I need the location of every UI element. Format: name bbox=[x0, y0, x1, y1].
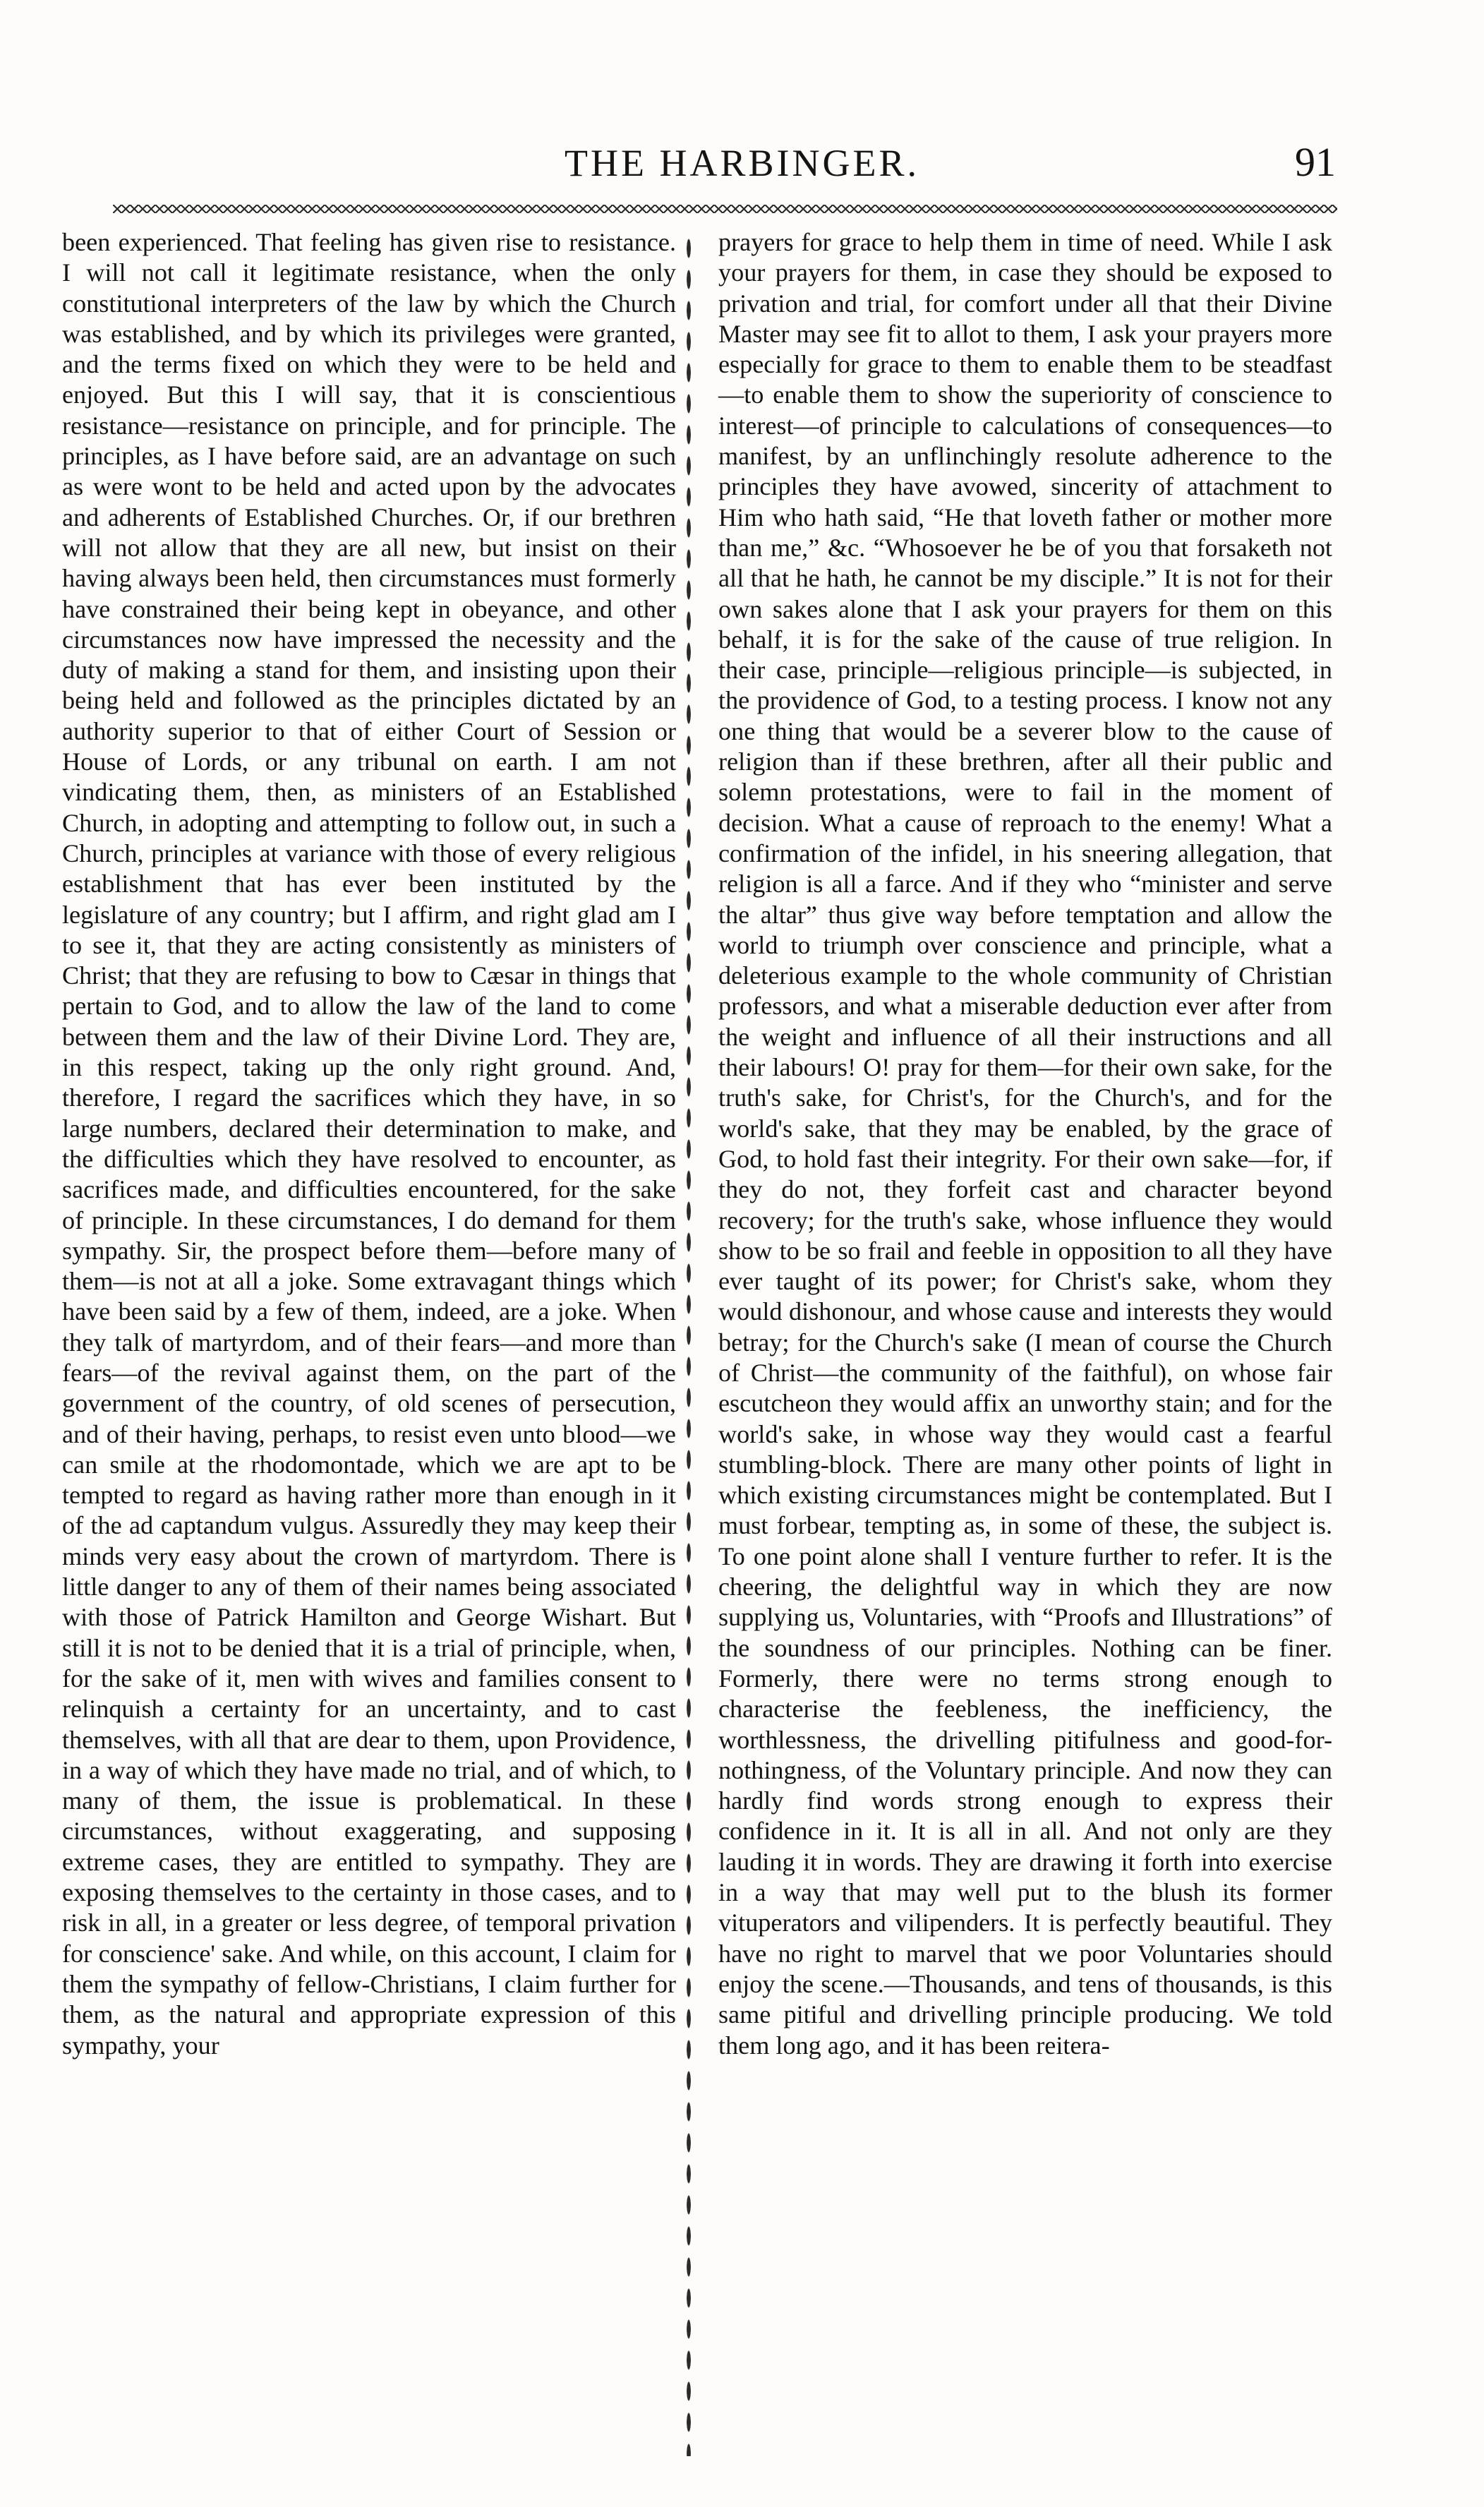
left-column bbox=[62, 227, 676, 2465]
page-number: 91 bbox=[1295, 139, 1336, 185]
running-title: THE HARBINGER. bbox=[565, 142, 919, 184]
left-column-text: been experienced. That feeling has given rise to resistance. I will not call it legitimate resistance, when the only constitutional interpreters of the law by which the Church was established, and by which its privileges were granted, and the terms fixed on which they were to be held and enjoyed. But this I will say, that it is conscientious resistance—resistance on principle, and for principle. The principles, as I have before said, are an advantage on such as were wont to be held and acted upon by the advocates and adherents of Established Churches. Or, if our brethren will not allow that they are all new, but insist on their having always been held, then circumstances must formerly have constrained their being kept in obeyance, and other circumstances now have impressed the necessity and the duty of making a stand for them, and insisting upon their being held and followed as the principles dictated by an authority superior to that of either Court of Session or House of Lords, or any tribunal on earth. I am not vindicating them, then, as ministers of an Established Church, in adopting and attempting to follow out, in such a Church, principles at variance with those of every religious establishment that has ever been instituted by the legislature of any country; but I affirm, and right glad am I to see it, that they are acting consistently as ministers of Christ; that they are refusing to bow to Cæsar in things that pertain to God, and to allow the law of the land to come between them and the law of their Divine Lord. They are, in this respect, taking up the only right ground. And, therefore, I regard the sacrifices which they have, in so large numbers, declared their determination to make, and the difficulties which they have resolved to encounter, as sacrifices made, and difficulties encountered, for the sake of principle. In these circumstances, I do demand for them sympathy. Sir, the prospect before them—before many of them—is not at all a joke. Some extravagant things which have been said by a few of them, indeed, are a joke. When they talk of martyrdom, and of their fears—and more than fears—of the revival against them, on the part of the government of the country, of old scenes of persecution, and of their having, perhaps, to resist even unto blood—we can smile at the rhodomontade, which we are apt to be tempted to regard as having rather more than enough in it of the ad captandum vulgus. Assuredly they may keep their minds very easy about the crown of martyrdom. There is little danger to any of them of their names being associated with those of Patrick Hamilton and George Wishart. But still it is not to be denied that it is a trial of principle, when, for the sake of it, men with wives and families consent to relinquish a certainty for an uncertainty, and to cast themselves, with all that are dear to them, upon Providence, in a way of which they have made no trial, and of which, to many of them, the issue is problematical. In these circumstances, without exaggerating, and supposing extreme cases, they are entitled to sympathy. They are exposing themselves to the certainty in those cases, and to risk in all, in a greater or less degree, of temporal privation for conscience' sake. And while, on this account, I claim for them the sympathy of fellow-Christians, I claim further for them, as the natural and appropriate expression of this sympathy, your bbox=[62, 228, 676, 2060]
header-wavy-rule bbox=[113, 205, 1337, 213]
column-divider bbox=[680, 233, 697, 2456]
page-header bbox=[0, 138, 1484, 195]
right-column-text: prayers for grace to help them in time of need. While I ask your prayers for them, in case they should be exposed to privation and trial, for comfort under all that their Divine Master may see fit to allot to them, I ask your prayers more especially for grace to them to enable them to be steadfast—to enable them to show the superiority of conscience to interest—of principle to calculations of consequences—to manifest, by an unflinchingly resolute adherence to the principles they have avowed, sincerity of attachment to Him who hath said, “He that loveth father or mother more than me,” &c. “Whosoever he be of you that forsaketh not all that he hath, he cannot be my disciple.” It is not for their own sakes alone that I ask your prayers for them on this behalf, it is for the sake of the cause of true religion. In their case, principle—religious principle—is subjected, in the providence of God, to a testing process. I know not any one thing that would be a severer blow to the cause of religion than if these brethren, after all their public and solemn protestations, were to fail in the moment of decision. What a cause of reproach to the enemy! What a confirmation of the infidel, in his sneering allegation, that religion is all a farce. And if they who “minister and serve the altar” thus give way before temptation and allow the world to triumph over conscience and principle, what a deleterious example to the whole community of Christian professors, and what a miserable deduction ever after from the weight and influence of all their instructions and all their labours! O! pray for them—for their own sake, for the truth's sake, for Christ's, for the Church's, and for the world's sake, that they may be enabled, by the grace of God, to hold fast their integrity. For their own sake—for, if they do not, they forfeit cast and character beyond recovery; for the truth's sake, whose influence they would show to be so frail and feeble in opposition to all they have ever taught of its power; for Christ's sake, whom they would dishonour, and whose cause and interests they would betray; for the Church's sake (I mean of course the Church of Christ—the community of the faithful), on whose fair escutcheon they would affix an unworthy stain; and for the world's sake, in whose way they would cast a fearful stumbling-block. There are many other points of light in which existing circumstances might be contemplated. But I must forbear, tempting as, in some of these, the subject is. To one point alone shall I venture further to refer. It is the cheering, the delightful way in which they are now supplying us, Voluntaries, with “Proofs and Illustrations” of the soundness of our principles. Nothing can be finer. Formerly, there were no terms strong enough to characterise the feebleness, the inefficiency, the worthlessness, the drivelling pitifulness and good-for-nothingness, of the Voluntary principle. And now they can hardly find words strong enough to express their confidence in it. It is all in all. And not only are they lauding it in words. They are drawing it forth into exercise in a way that may well put to the blush its former vituperators and vilipenders. It is perfectly beautiful. They have no right to marvel that we poor Voluntaries should enjoy the scene.—Thousands, and tens of thousands, is this same pitiful and drivelling principle producing. We told them long ago, and it has been reitera- bbox=[718, 228, 1332, 2060]
right-column bbox=[718, 227, 1332, 2465]
